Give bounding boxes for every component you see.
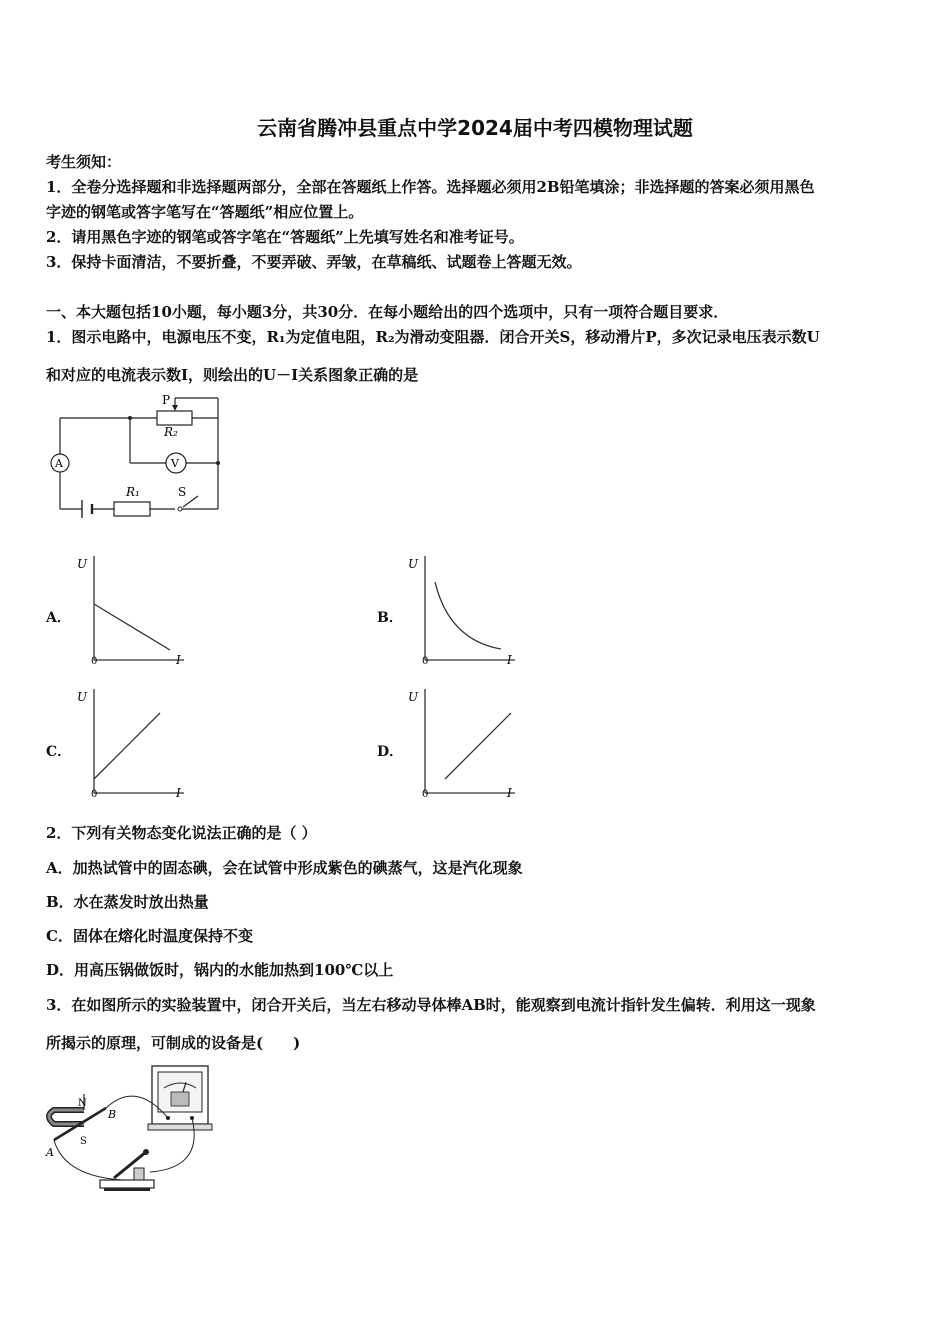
label-s: S (80, 1136, 87, 1147)
q1-stem-line2: 和对应的电流表示数I，则绘出的U－I关系图象正确的是 (46, 366, 419, 384)
q2-stem: 2．下列有关物态变化说法正确的是（ ） (46, 824, 317, 842)
origin-label: 0 (422, 789, 429, 800)
q3-stem-line1: 3．在如图所示的实验装置中，闭合开关后，当左右移动导体棒AB时，能观察到电流计指针发生偏转．利用这一现象 (46, 996, 816, 1014)
notice-item-2: 2．请用黑色字迹的钢笔或答字笔在“答题纸”上先填写姓名和准考证号。 (46, 228, 524, 246)
q1-option-c-label: C． (46, 744, 72, 760)
label-a: A (46, 1146, 54, 1159)
label-r1: R₁ (126, 485, 140, 499)
notice-item-3: 3．保持卡面清洁，不要折叠，不要弄破、弄皱，在草稿纸、试题卷上答题无效。 (46, 253, 582, 271)
q1-graph-d (403, 685, 518, 800)
plot-line-falling (94, 604, 170, 650)
plot-curve-decay (435, 582, 501, 649)
r1-resistor (114, 502, 150, 516)
section-heading: 一、本大题包括10小题，每小题3分，共30分．在每小题给出的四个选项中，只有一项符合题目要求． (46, 303, 729, 321)
junction-dot (128, 416, 132, 420)
q1-graph-a (72, 552, 187, 667)
label-n: N (78, 1098, 87, 1109)
axis-label-i: I (507, 653, 512, 667)
axis-label-u: U (77, 557, 88, 571)
r2-resistor (157, 411, 192, 425)
axis-label-u: U (408, 557, 419, 571)
q1-option-a-label: A． (46, 610, 71, 626)
q1-graph-b (403, 552, 518, 667)
plot-line-through-origin (94, 713, 160, 779)
junction-dot (216, 461, 220, 465)
q2-option-b: B．水在蒸发时放出热量 (46, 893, 209, 911)
axis-label-i: I (176, 786, 181, 800)
notice-item-1-cont: 字迹的钢笔或答字笔写在“答题纸”相应位置上。 (46, 203, 364, 221)
axis-label-i: I (507, 786, 512, 800)
origin-label: 0 (91, 789, 98, 800)
q1-option-d-label: D． (377, 744, 404, 760)
galvanometer-icon (148, 1066, 212, 1130)
switch-contact (178, 507, 182, 511)
origin-label: 0 (422, 656, 429, 667)
q1-option-b-label: B． (377, 610, 403, 626)
axis-label-u: U (408, 690, 419, 704)
q1-circuit-diagram (42, 392, 227, 522)
q1-graph-c (72, 685, 187, 800)
label-r2: R₂ (164, 425, 178, 439)
label-b: B (108, 1108, 117, 1121)
q2-option-c: C．固体在熔化时温度保持不变 (46, 927, 253, 945)
q1-stem-line1: 1．图示电路中，电源电压不变，R₁为定值电阻，R₂为滑动变阻器．闭合开关S，移动滑片P，多次记录电压表示数U (46, 328, 820, 346)
q3-stem-line2: 所揭示的原理，可制成的设备是( ) (46, 1034, 301, 1052)
label-switch: S (178, 485, 187, 499)
notice-item-1: 1．全卷分选择题和非选择题两部分，全部在答题纸上作答。选择题必须用2B铅笔填涂；非选择题的答案必须用黑色 (46, 178, 815, 196)
page-title: 云南省腾冲县重点中学2024届中考四模物理试题 (257, 116, 693, 140)
label-ammeter: A (55, 457, 63, 470)
label-voltmeter: V (171, 457, 179, 470)
knife-switch-icon (100, 1149, 154, 1191)
q3-experiment-figure (40, 1060, 220, 1195)
axis-label-u: U (77, 690, 88, 704)
axis-label-i: I (176, 653, 181, 667)
origin-label: 0 (91, 656, 98, 667)
plot-line-offset (445, 713, 511, 779)
slider-arrow-icon (172, 405, 178, 411)
label-p: P (162, 393, 171, 407)
q2-option-a: A．加热试管中的固态碘，会在试管中形成紫色的碘蒸气，这是汽化现象 (46, 859, 523, 877)
wire (54, 1140, 122, 1180)
notice-heading: 考生须知： (46, 153, 122, 171)
q2-option-d: D．用高压锅做饭时，锅内的水能加热到100℃以上 (46, 961, 394, 979)
